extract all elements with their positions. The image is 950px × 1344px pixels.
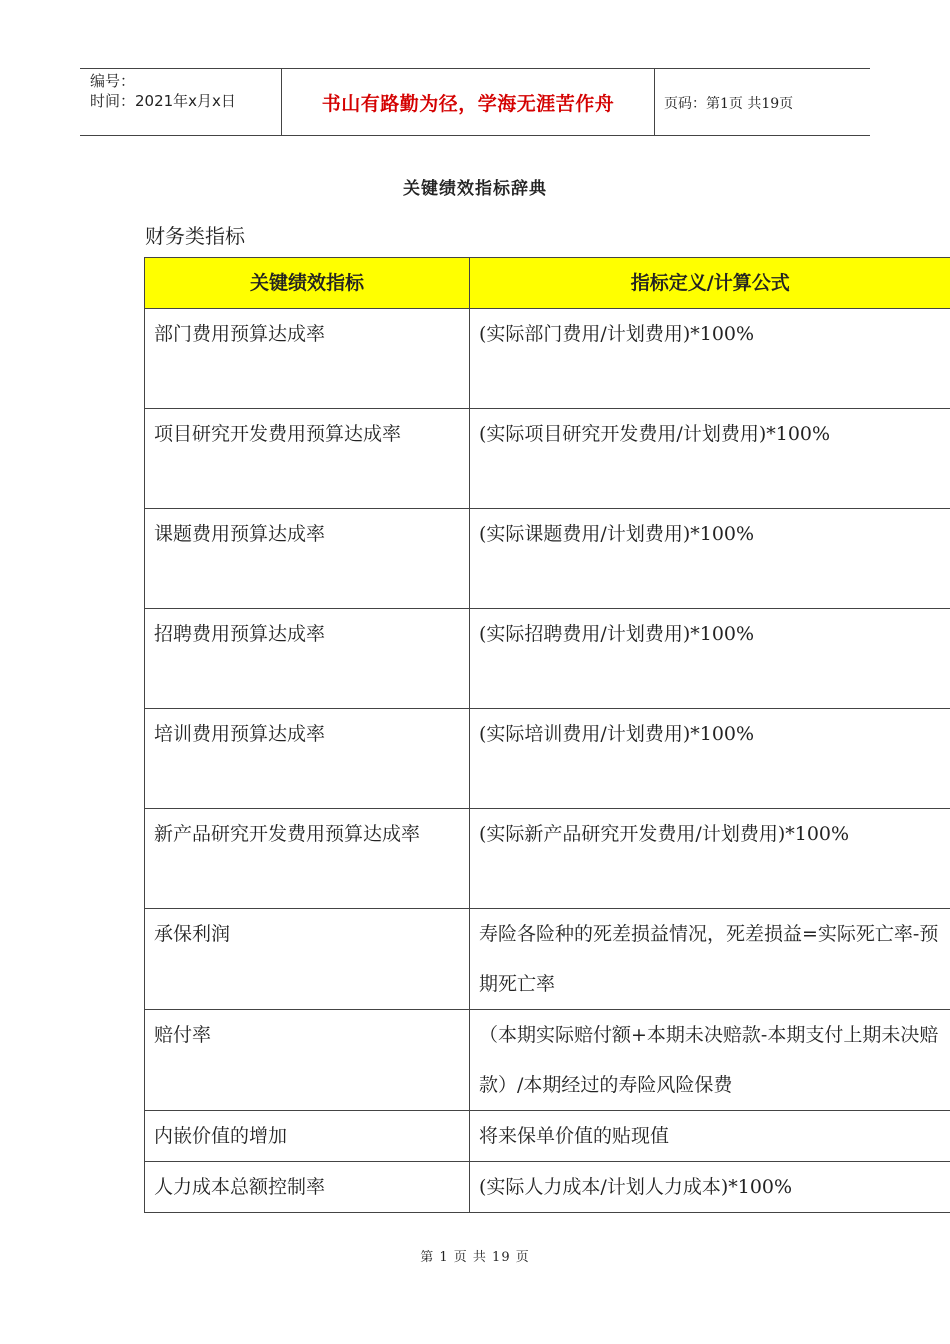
document-date-label: 时间：2021年x月x日 [90, 92, 236, 110]
table-row [145, 909, 950, 1010]
kpi-name-cell: 内嵌价值的增加 [145, 1111, 470, 1162]
kpi-definition-cell: (实际招聘费用/计划费用)*100% [470, 609, 950, 709]
table-row [145, 709, 950, 809]
kpi-definition-cell: 将来保单价值的贴现值 [470, 1111, 950, 1162]
table-row [145, 1010, 950, 1111]
kpi-name-cell: 人力成本总额控制率 [145, 1162, 470, 1213]
kpi-definition-cell: （本期实际赔付额+本期未决赔款-本期支付上期未决赔款）/本期经过的寿险风险保费 [470, 1010, 950, 1111]
kpi-definition-cell: (实际人力成本/计划人力成本)*100% [470, 1162, 950, 1213]
table-row [145, 809, 950, 909]
header-page-info: 页码：第1页 共19页 [664, 95, 794, 112]
page-footer: 第 1 页 共 19 页 [420, 1250, 530, 1265]
kpi-name-cell: 招聘费用预算达成率 [145, 609, 470, 709]
table-row [145, 509, 950, 609]
kpi-definition-cell: (实际课题费用/计划费用)*100% [470, 509, 950, 609]
section-title: 财务类指标 [145, 224, 245, 248]
kpi-definition-cell: (实际新产品研究开发费用/计划费用)*100% [470, 809, 950, 909]
kpi-name-cell: 培训费用预算达成率 [145, 709, 470, 809]
document-title: 关键绩效指标辞典 [403, 179, 547, 199]
column-header-definition: 指标定义/计算公式 [470, 258, 950, 309]
kpi-definition-cell: 寿险各险种的死差损益情况，死差损益=实际死亡率-预期死亡率 [470, 909, 950, 1010]
page-header [80, 68, 870, 136]
kpi-definition-cell: (实际部门费用/计划费用)*100% [470, 309, 950, 409]
table-row [145, 1162, 950, 1213]
kpi-definition-cell: (实际项目研究开发费用/计划费用)*100% [470, 409, 950, 509]
table-row [145, 309, 950, 409]
kpi-name-cell: 新产品研究开发费用预算达成率 [145, 809, 470, 909]
table-row [145, 409, 950, 509]
header-motto: 书山有路勤为径，学海无涯苦作舟 [321, 93, 615, 115]
kpi-name-cell: 承保利润 [145, 909, 470, 1010]
kpi-name-cell: 项目研究开发费用预算达成率 [145, 409, 470, 509]
header-meta [90, 71, 236, 111]
column-header-kpi: 关键绩效指标 [145, 258, 470, 309]
kpi-definition-cell: (实际培训费用/计划费用)*100% [470, 709, 950, 809]
header-divider [654, 69, 655, 136]
document-number-label: 编号： [90, 72, 136, 90]
table-row [145, 1111, 950, 1162]
kpi-table [144, 257, 950, 1213]
kpi-name-cell: 课题费用预算达成率 [145, 509, 470, 609]
table-header-row [145, 258, 950, 309]
kpi-name-cell: 赔付率 [145, 1010, 470, 1111]
table-row [145, 609, 950, 709]
kpi-name-cell: 部门费用预算达成率 [145, 309, 470, 409]
